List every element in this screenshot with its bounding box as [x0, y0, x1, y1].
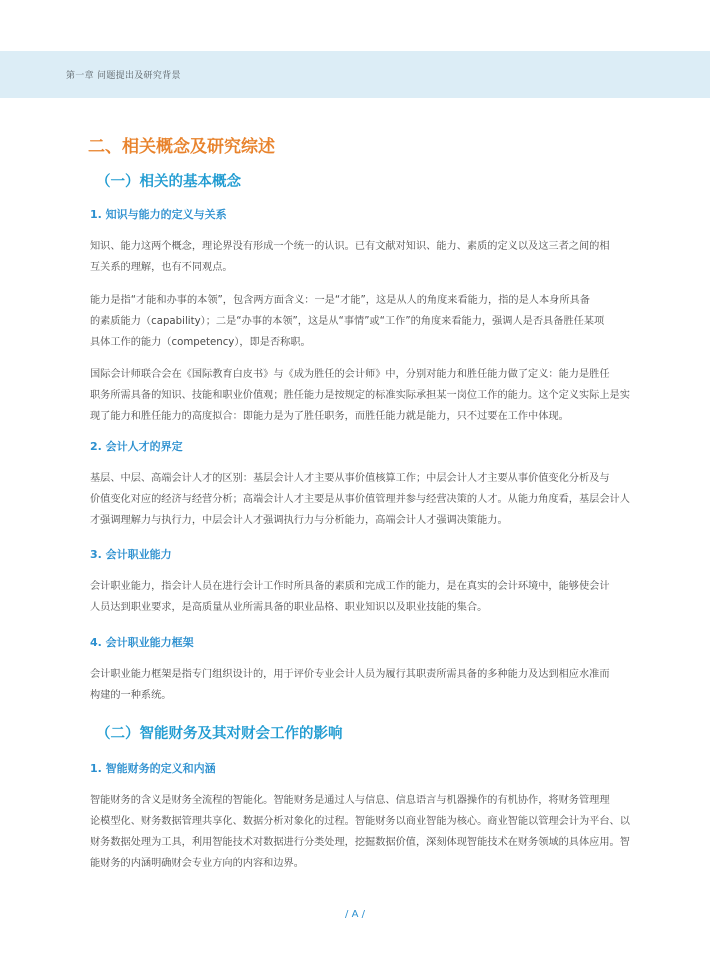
page-number: / A /: [345, 909, 365, 920]
running-header-title: 第一章 问题提出及研究背景: [66, 71, 181, 81]
paragraph-line: 能财务的内涵明确财会专业方向的内容和边界。: [90, 858, 304, 869]
paragraph-line: 论模型化、财务数据管理共享化、数据分析对象化的过程。智能财务以商业智能为核心。商业智能以管理会计为平台、以: [90, 816, 630, 827]
paragraph-line: 的素质能力（capability）；二是“办事的本领”，这是从“事情”或“工作”的角度来看能力，强调人是否具备胜任某项: [90, 316, 605, 327]
paragraph: [90, 664, 650, 706]
paragraph-line: 智能财务的含义是财务全流程的智能化。智能财务是通过人与信息、信息语言与机器操作的有机协作，将财务管理理: [90, 795, 610, 806]
item-heading: 4. 会计职业能力框架: [90, 636, 194, 649]
paragraph-line: 职务所需具备的知识、技能和职业价值观；胜任能力是按规定的标准实际承担某一岗位工作的能力。这个定义实际上是实: [90, 390, 630, 401]
subsection-title: （二）智能财务及其对财会工作的影响: [96, 726, 343, 742]
paragraph: [90, 790, 650, 874]
section-title: 二、相关概念及研究综述: [88, 137, 275, 157]
paragraph-line: 构建的一种系统。: [90, 690, 172, 701]
paragraph: [90, 576, 650, 618]
paragraph: [90, 236, 650, 278]
paragraph-line: 知识、能力这两个概念，理论界没有形成一个统一的认识。已有文献对知识、能力、素质的定义以及这三者之间的相: [90, 241, 610, 252]
subsection-title: （一）相关的基本概念: [96, 174, 241, 190]
paragraph-line: 会计职业能力框架是指专门组织设计的，用于评价专业会计人员为履行其职责所需具备的多种能力及达到相应水准而: [90, 669, 610, 680]
item-heading: 2. 会计人才的界定: [90, 440, 183, 453]
paragraph-line: 国际会计师联合会在《国际教育白皮书》与《成为胜任的会计师》中，分别对能力和胜任能力做了定义：能力是胜任: [90, 369, 610, 380]
paragraph: [90, 290, 650, 353]
paragraph-line: 具体工作的能力（competency），即是否称职。: [90, 337, 311, 348]
paragraph-line: 会计职业能力，指会计人员在进行会计工作时所具备的素质和完成工作的能力，是在真实的会计环境中，能够使会计: [90, 581, 610, 592]
item-heading: 1. 智能财务的定义和内涵: [90, 762, 216, 775]
paragraph: [90, 468, 650, 531]
paragraph-line: 基层、中层、高端会计人才的区别：基层会计人才主要从事价值核算工作；中层会计人才主要从事价值变化分析及与: [90, 473, 610, 484]
paragraph-line: 财务数据处理为工具，利用智能技术对数据进行分类处理，挖掘数据价值，深刻体现智能技术在财务领域的具体应用。智: [90, 837, 630, 848]
paragraph-line: 才强调理解力与执行力，中层会计人才强调执行力与分析能力，高端会计人才强调决策能力。: [90, 515, 508, 526]
item-heading: 1. 知识与能力的定义与关系: [90, 208, 227, 221]
paragraph-line: 价值变化对应的经济与经营分析；高端会计人才主要是从事价值管理并参与经营决策的人才。从能力角度看，基层会计人: [90, 494, 630, 505]
paragraph-line: 人员达到职业要求，是高质量从业所需具备的职业品格、职业知识以及职业技能的集合。: [90, 602, 488, 613]
paragraph-line: 现了能力和胜任能力的高度拟合：即能力是为了胜任职务，而胜任能力就是能力，只不过要在工作中体现。: [90, 411, 569, 422]
paragraph-line: 互关系的理解，也有不同观点。: [90, 262, 233, 273]
item-heading: 3. 会计职业能力: [90, 548, 172, 561]
paragraph-line: 能力是指“才能和办事的本领”，包含两方面含义：一是“才能”，这是从人的角度来看能力，指的是人本身所具备: [90, 295, 590, 306]
paragraph: [90, 364, 650, 427]
running-header: [0, 51, 710, 98]
